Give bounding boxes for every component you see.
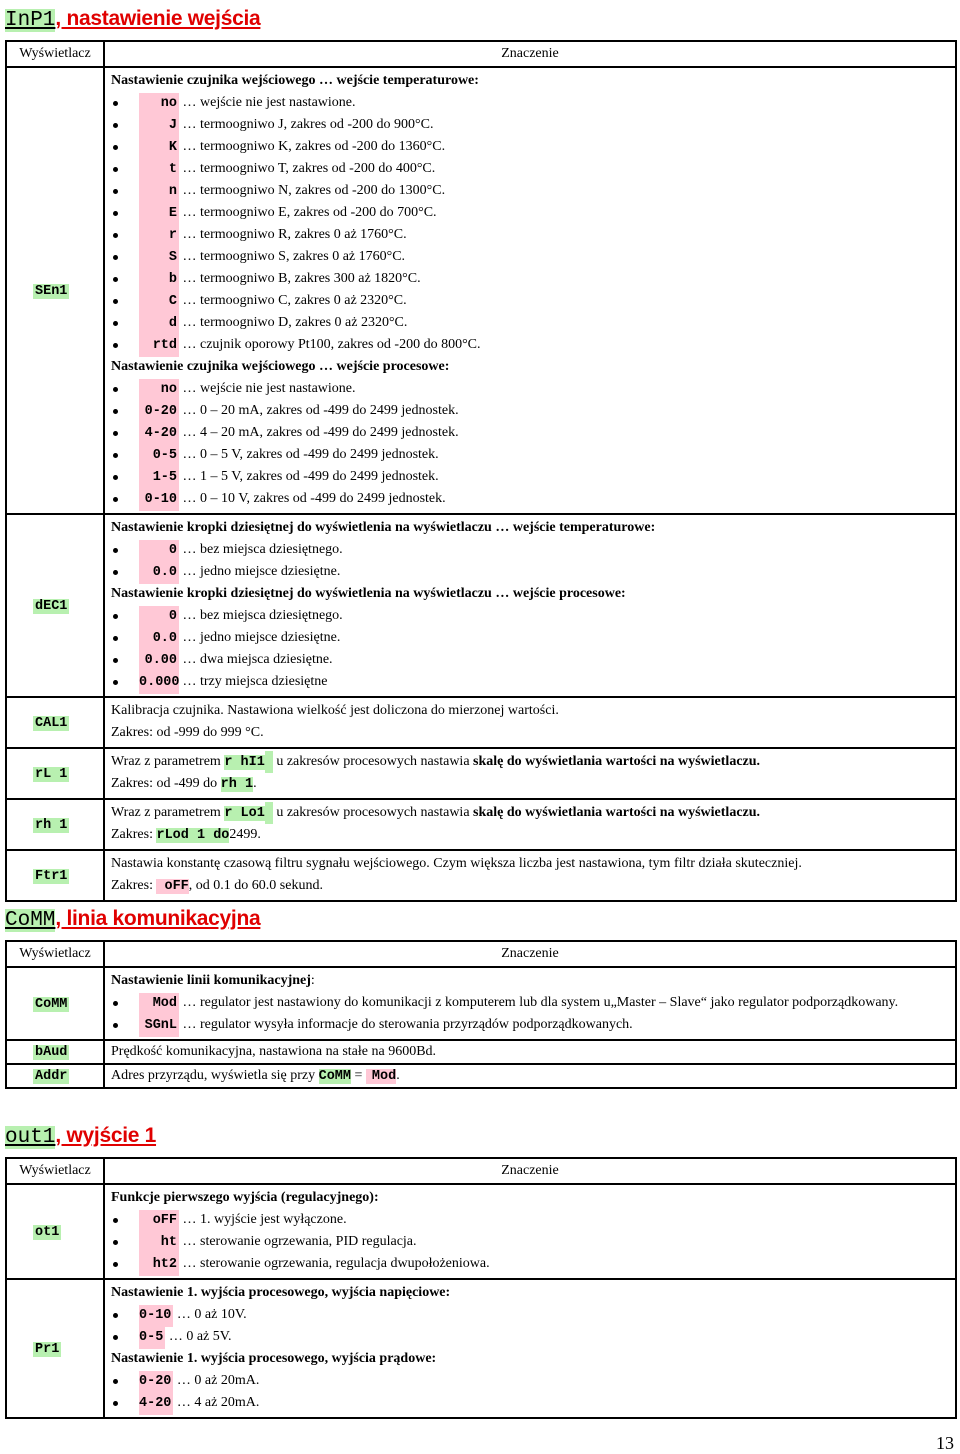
option-list — [111, 378, 955, 510]
option-description: … termoogniwo B, zakres 300 aż 1820°C. — [179, 271, 421, 286]
option-description: … termoogniwo C, zakres 0 aż 2320°C. — [179, 293, 407, 308]
list-item — [111, 1253, 955, 1275]
param-code: rL 1 — [35, 766, 68, 782]
inline-code: rLod 1 do — [156, 828, 230, 843]
table-row-baud — [6, 1040, 956, 1064]
group-heading: Nastawienie kropki dziesiętnej do wyświetlenia na wyświetlaczu … wejście temperaturowe: — [111, 520, 656, 535]
param-code: rh 1 — [35, 817, 68, 833]
option-description: … termoogniwo D, zakres 0 aż 2320°C. — [179, 315, 408, 330]
option-code: 0-20 — [139, 401, 179, 423]
option-code: 0-20 — [139, 1371, 173, 1393]
option-description: … 0 aż 5V. — [165, 1329, 232, 1344]
text-fragment: . — [396, 1068, 400, 1083]
param-cell — [6, 697, 104, 748]
option-code: ht2 — [139, 1254, 179, 1276]
table-row-dec1 — [6, 514, 956, 697]
option-description: … 0 aż 20mA. — [173, 1373, 260, 1388]
list-item — [111, 1392, 955, 1414]
code-padding — [265, 802, 273, 824]
meaning-cell — [104, 697, 956, 748]
column-header-meaning: Znaczenie — [104, 941, 956, 967]
option-code: 0-10 — [139, 489, 179, 511]
group-heading: Nastawienie czujnika wejściowego … wejście procesowe: — [111, 359, 450, 374]
option-code: 0-10 — [139, 1305, 173, 1327]
section-heading-comm — [5, 906, 260, 932]
table-row-rh1 — [6, 799, 956, 850]
section-code: out1 — [5, 1126, 56, 1149]
list-item — [111, 114, 955, 136]
list-item — [111, 224, 955, 246]
option-description: … 4 – 20 mA, zakres od -499 do 2499 jednostek. — [179, 425, 459, 440]
param-cell — [6, 748, 104, 799]
option-description: … bez miejsca dziesiętnego. — [179, 608, 343, 623]
meaning-cell — [104, 799, 956, 850]
section-title: , linia komunikacyjna — [55, 907, 261, 930]
group-heading: Nastawienie 1. wyjścia procesowego, wyjścia napięciowe: — [111, 1285, 451, 1300]
list-item — [111, 378, 955, 400]
list-item — [111, 1304, 955, 1326]
option-description: … termoogniwo S, zakres 0 aż 1760°C. — [179, 249, 406, 264]
text-fragment: Wraz z parametrem — [111, 805, 225, 820]
section-heading-inp1 — [5, 6, 260, 32]
column-header-display: Wyświetlacz — [6, 1158, 104, 1184]
option-list — [111, 1304, 955, 1348]
text-fragment: u zakresów procesowych nastawia — [272, 754, 474, 769]
option-code: 0.00 — [139, 650, 179, 672]
option-description: … jedno miejsce dziesiętne. — [179, 564, 341, 579]
list-item — [111, 1326, 955, 1348]
param-cell — [6, 67, 104, 514]
table-row-rl1 — [6, 748, 956, 799]
table-row-ftr1 — [6, 850, 956, 901]
option-code: no — [139, 379, 179, 401]
inline-code: r hI1 — [224, 755, 265, 770]
list-item — [111, 422, 955, 444]
option-code: 0.0 — [139, 562, 179, 584]
text-fragment: u zakresów procesowych nastawia — [272, 805, 474, 820]
option-list — [111, 605, 955, 693]
inline-code: Mod — [366, 1069, 396, 1084]
option-code: 0.000 — [139, 672, 179, 694]
option-description: … regulator wysyła informacje do sterowania przyrządów podporządkowanych. — [179, 1017, 633, 1032]
inline-code: oFF — [156, 879, 188, 894]
range-line: Zakres: od -999 do 999 °C. — [111, 725, 264, 740]
param-code: Addr — [35, 1069, 68, 1084]
option-description: … termoogniwo K, zakres od -200 do 1360°C. — [179, 139, 446, 154]
option-list — [111, 992, 955, 1036]
option-list — [111, 539, 955, 583]
option-code: Mod — [139, 993, 179, 1015]
text-fragment: : — [310, 973, 315, 988]
option-code: oFF — [139, 1210, 179, 1232]
list-item — [111, 649, 955, 671]
range-line — [111, 773, 955, 795]
group-heading: Nastawienie kropki dziesiętnej do wyświetlenia na wyświetlaczu … wejście procesowe: — [111, 586, 626, 601]
text-fragment: = — [351, 1068, 366, 1083]
section-heading-out1 — [5, 1123, 156, 1149]
column-header-meaning: Znaczenie — [104, 1158, 956, 1184]
table-row-sen1 — [6, 67, 956, 514]
option-code: rtd — [139, 335, 179, 357]
meaning-cell — [104, 748, 956, 799]
column-header-meaning: Znaczenie — [104, 41, 956, 67]
option-description: … termoogniwo E, zakres od -200 do 700°C. — [179, 205, 437, 220]
list-item — [111, 158, 955, 180]
option-description: … 0 aż 10V. — [173, 1307, 247, 1322]
list-item — [111, 488, 955, 510]
option-description: … czujnik oporowy Pt100, zakres od -200 do 800°C. — [179, 337, 481, 352]
parameter-table-inp1 — [5, 40, 957, 902]
list-item — [111, 627, 955, 649]
option-code: b — [139, 269, 179, 291]
inline-code: r Lo1 — [224, 806, 265, 821]
parameter-table-out1 — [5, 1157, 957, 1419]
option-code: C — [139, 291, 179, 313]
table-row-comm — [6, 967, 956, 1040]
list-item — [111, 561, 955, 583]
range-line — [111, 875, 955, 897]
table-row-cal1 — [6, 697, 956, 748]
param-cell — [6, 1184, 104, 1279]
option-code: S — [139, 247, 179, 269]
bold-fragment: skalę do wyświetlania wartości na wyświetlaczu. — [473, 805, 761, 820]
parameter-table-comm — [5, 940, 957, 1089]
bold-fragment: skalę do wyświetlania wartości na wyświetlaczu. — [473, 754, 761, 769]
section-title: , nastawienie wejścia — [55, 7, 261, 30]
option-description: … 1 – 5 V, zakres od -499 do 2499 jednostek. — [179, 469, 439, 484]
option-description: … termoogniwo T, zakres od -200 do 400°C. — [179, 161, 436, 176]
list-item — [111, 444, 955, 466]
option-description: … termoogniwo N, zakres od -200 do 1300°C. — [179, 183, 446, 198]
param-cell — [6, 1279, 104, 1418]
option-code: 0.0 — [139, 628, 179, 650]
param-code: CAL1 — [35, 715, 68, 731]
param-cell — [6, 514, 104, 697]
option-description: … bez miejsca dziesiętnego. — [179, 542, 343, 557]
text-fragment: Zakres: — [111, 827, 157, 842]
table-row-addr — [6, 1064, 956, 1088]
list-item — [111, 539, 955, 561]
meaning-cell — [104, 1064, 956, 1088]
group-heading: Nastawienie czujnika wejściowego … wejście temperaturowe: — [111, 73, 479, 88]
list-item — [111, 992, 955, 1014]
option-code: d — [139, 313, 179, 335]
meaning-cell — [104, 67, 956, 514]
table-row-ot1 — [6, 1184, 956, 1279]
option-code: t — [139, 159, 179, 181]
option-code: 0-5 — [139, 1327, 165, 1349]
list-item — [111, 1231, 955, 1253]
option-list — [111, 92, 955, 356]
list-item — [111, 605, 955, 627]
range-line — [111, 824, 955, 846]
text-fragment: . — [253, 776, 257, 791]
text-fragment: 2499. — [229, 827, 261, 842]
option-description: … jedno miejsce dziesiętne. — [179, 630, 341, 645]
description-line: Prędkość komunikacyjna, nastawiona na stałe na 9600Bd. — [111, 1044, 437, 1059]
option-code: r — [139, 225, 179, 247]
param-code: CoMM — [35, 996, 68, 1012]
option-code: 4-20 — [139, 423, 179, 445]
option-description: … wejście nie jest nastawione. — [179, 95, 356, 110]
option-description: … regulator jest nastawiony do komunikacji z komputerem lub dla system u„Master – Slave“ jako regulator podporządkowany. — [179, 995, 899, 1010]
inline-code: CoMM — [318, 1069, 351, 1084]
option-description: … sterowanie ogrzewania, regulacja dwupołożeniowa. — [179, 1256, 490, 1271]
table-row-pr1 — [6, 1279, 956, 1418]
meaning-cell — [104, 850, 956, 901]
option-list — [111, 1370, 955, 1414]
group-heading: Nastawienie 1. wyjścia procesowego, wyjścia prądowe: — [111, 1351, 437, 1366]
param-cell — [6, 799, 104, 850]
option-description: … dwa miejsca dziesiętne. — [179, 652, 333, 667]
option-code: K — [139, 137, 179, 159]
list-item — [111, 268, 955, 290]
option-description: … 1. wyjście jest wyłączone. — [179, 1212, 347, 1227]
text-fragment: Adres przyrządu, wyświetla się przy — [111, 1068, 319, 1083]
meaning-cell — [104, 1279, 956, 1418]
text-fragment: Zakres: — [111, 878, 157, 893]
list-item — [111, 1209, 955, 1231]
meaning-cell — [104, 1040, 956, 1064]
list-item — [111, 312, 955, 334]
list-item — [111, 136, 955, 158]
meaning-cell — [104, 514, 956, 697]
table-header-row — [6, 1158, 956, 1184]
param-code: bAud — [35, 1045, 68, 1060]
option-code: no — [139, 93, 179, 115]
param-cell — [6, 967, 104, 1040]
bold-fragment: Nastawienie linii komunikacyjnej — [111, 973, 311, 988]
text-fragment: Wraz z parametrem — [111, 754, 225, 769]
option-description: … 0 – 10 V, zakres od -499 do 2499 jednostek. — [179, 491, 446, 506]
option-code: E — [139, 203, 179, 225]
option-description: … 0 – 20 mA, zakres od -499 do 2499 jednostek. — [179, 403, 459, 418]
table-header-row — [6, 941, 956, 967]
option-list — [111, 1209, 955, 1275]
section-title: , wyjście 1 — [55, 1124, 157, 1147]
description-line — [111, 1065, 955, 1087]
column-header-display: Wyświetlacz — [6, 41, 104, 67]
option-description: … termoogniwo R, zakres 0 aż 1760°C. — [179, 227, 407, 242]
list-item — [111, 246, 955, 268]
param-code: SEn1 — [35, 283, 68, 299]
description-line — [111, 751, 955, 773]
param-code: ot1 — [35, 1224, 60, 1240]
option-code: J — [139, 115, 179, 137]
param-code: dEC1 — [35, 598, 68, 614]
text-fragment: , od 0.1 do 60.0 sekund. — [188, 878, 323, 893]
list-item — [111, 400, 955, 422]
list-item — [111, 466, 955, 488]
option-code: SGnL — [139, 1015, 179, 1037]
option-code: 4-20 — [139, 1393, 173, 1415]
description-line: Kalibracja czujnika. Nastawiona wielkość jest doliczona do mierzonej wartości. — [111, 703, 559, 718]
description-line — [111, 802, 955, 824]
option-code: 1-5 — [139, 467, 179, 489]
section-code: InP1 — [5, 9, 56, 32]
inline-code: rh 1 — [220, 777, 254, 792]
section-code: CoMM — [5, 909, 56, 932]
list-item — [111, 1014, 955, 1036]
list-item — [111, 290, 955, 312]
option-description: … wejście nie jest nastawione. — [179, 381, 356, 396]
option-description: … 4 aż 20mA. — [173, 1395, 260, 1410]
list-item — [111, 92, 955, 114]
page-number: 13 — [936, 1433, 954, 1453]
param-cell — [6, 850, 104, 901]
list-item — [111, 180, 955, 202]
option-code: ht — [139, 1232, 179, 1254]
code-padding — [265, 751, 273, 773]
option-description: … 0 – 5 V, zakres od -499 do 2499 jednostek. — [179, 447, 439, 462]
param-cell — [6, 1040, 104, 1064]
param-cell — [6, 1064, 104, 1088]
option-code: 0-5 — [139, 445, 179, 467]
list-item — [111, 1370, 955, 1392]
option-code: 0 — [139, 540, 179, 562]
group-heading: Funkcje pierwszego wyjścia (regulacyjnego): — [111, 1190, 379, 1205]
option-description: … sterowanie ogrzewania, PID regulacja. — [179, 1234, 417, 1249]
list-item — [111, 334, 955, 356]
description-line: Nastawia konstantę czasową filtru sygnału wejściowego. Czym większa liczba jest nastawiona, tym filtr działa skuteczniej. — [111, 856, 802, 871]
meaning-cell — [104, 1184, 956, 1279]
option-description: … termoogniwo J, zakres od -200 do 900°C. — [179, 117, 434, 132]
option-code: n — [139, 181, 179, 203]
param-code: Ftr1 — [35, 868, 68, 884]
text-fragment: Zakres: od -499 do — [111, 776, 221, 791]
meaning-cell — [104, 967, 956, 1040]
table-header-row — [6, 41, 956, 67]
param-code: Pr1 — [35, 1341, 60, 1357]
list-item — [111, 202, 955, 224]
list-item — [111, 671, 955, 693]
option-code: 0 — [139, 606, 179, 628]
group-heading — [111, 970, 955, 992]
column-header-display: Wyświetlacz — [6, 941, 104, 967]
option-description: … trzy miejsca dziesiętne — [179, 674, 328, 689]
